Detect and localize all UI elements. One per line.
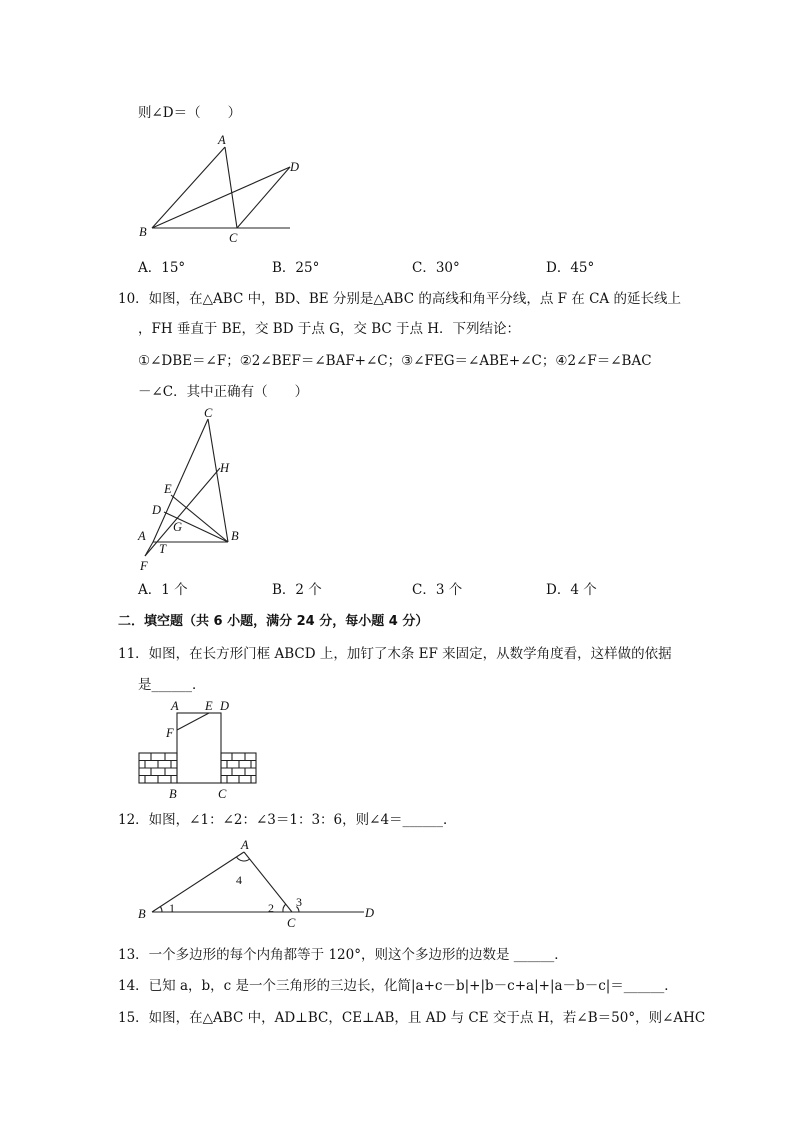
q11-line-2: 是______． — [138, 677, 206, 693]
q9-option-d: D．45° — [546, 260, 595, 276]
q9-figure — [130, 130, 320, 250]
q9-label-d: D — [290, 160, 300, 174]
q11-label-f: F — [166, 726, 174, 740]
q11-label-b: B — [169, 787, 177, 801]
q12-angle-1: 1 — [169, 901, 175, 915]
q10-line-2: ，FH 垂直于 BE，交 BD 于点 G，交 BC 于点 H．下列结论： — [138, 321, 521, 337]
q10-label-d: D — [152, 503, 162, 517]
q10-label-f: F — [140, 559, 148, 573]
q11-figure — [136, 698, 260, 802]
q11-label-a: A — [171, 699, 179, 713]
q14-line: 14．已知 a，b，c 是一个三角形的三边长，化简|a+c－b|+|b－c+a|+|a－b－c|＝______． — [118, 978, 678, 994]
q10-option-d: D．4 个 — [546, 582, 597, 598]
q11-label-e: E — [205, 699, 213, 713]
q11-line-1: 11．如图，在长方形门框 ABCD 上，加钉了木条 EF 来固定，从数学角度看，这样做的依据 — [118, 646, 672, 662]
q9-label-a: A — [218, 133, 226, 147]
q10-line-4: －∠C．其中正确有（ ） — [138, 384, 309, 400]
q10-label-t: T — [159, 542, 166, 556]
q12-angle-3: 3 — [296, 895, 302, 909]
q10-line-1: 10．如图，在△ABC 中，BD、BE 分别是△ABC 的高线和角平分线，点 F 在 CA 的延长线上 — [118, 291, 681, 307]
q12-angle-4: 4 — [236, 873, 242, 887]
q10-option-a: A．1 个 — [138, 582, 188, 598]
q10-label-h: H — [220, 461, 230, 475]
q12-label-d: D — [365, 906, 375, 920]
q9-option-c: C．30° — [412, 260, 460, 276]
q12-label-a: A — [241, 838, 249, 852]
q10-label-e: E — [164, 482, 172, 496]
q10-label-c: C — [204, 406, 213, 420]
q9-label-c: C — [229, 231, 238, 245]
q10-figure — [132, 404, 252, 574]
q10-option-c: C．3 个 — [412, 582, 463, 598]
q10-label-g: G — [173, 520, 183, 534]
q12-figure — [132, 838, 382, 933]
section-fill-in-title: 二．填空题（共 6 小题，满分 24 分，每小题 4 分） — [118, 614, 429, 629]
q13-line: 13．一个多边形的每个内角都等于 120°，则这个多边形的边数是 ______． — [118, 947, 568, 963]
q9-label-b: B — [139, 225, 147, 239]
q9-option-a: A．15° — [138, 260, 186, 276]
q10-label-a: A — [138, 529, 146, 543]
q11-label-c: C — [218, 787, 227, 801]
q10-option-b: B．2 个 — [272, 582, 322, 598]
q9-tail: 则∠D＝（ ） — [138, 105, 242, 121]
q12-angle-2: 2 — [268, 901, 274, 915]
q12-line-1: 12．如图，∠1：∠2：∠3＝1：3：6，则∠4＝______． — [118, 812, 457, 828]
q9-option-b: B．25° — [272, 260, 320, 276]
q15-line: 15．如图，在△ABC 中，AD⊥BC，CE⊥AB，且 AD 与 CE 交于点 H，若∠B＝50°，则∠AHC — [118, 1010, 706, 1026]
q11-label-d: D — [220, 699, 230, 713]
q10-label-b: B — [231, 529, 239, 543]
q12-label-b: B — [138, 907, 146, 921]
q10-line-3: ①∠DBE＝∠F；②2∠BEF＝∠BAF+∠C；③∠FEG＝∠ABE+∠C；④2∠F＝∠BAC — [138, 353, 652, 369]
q12-label-c: C — [287, 916, 296, 930]
